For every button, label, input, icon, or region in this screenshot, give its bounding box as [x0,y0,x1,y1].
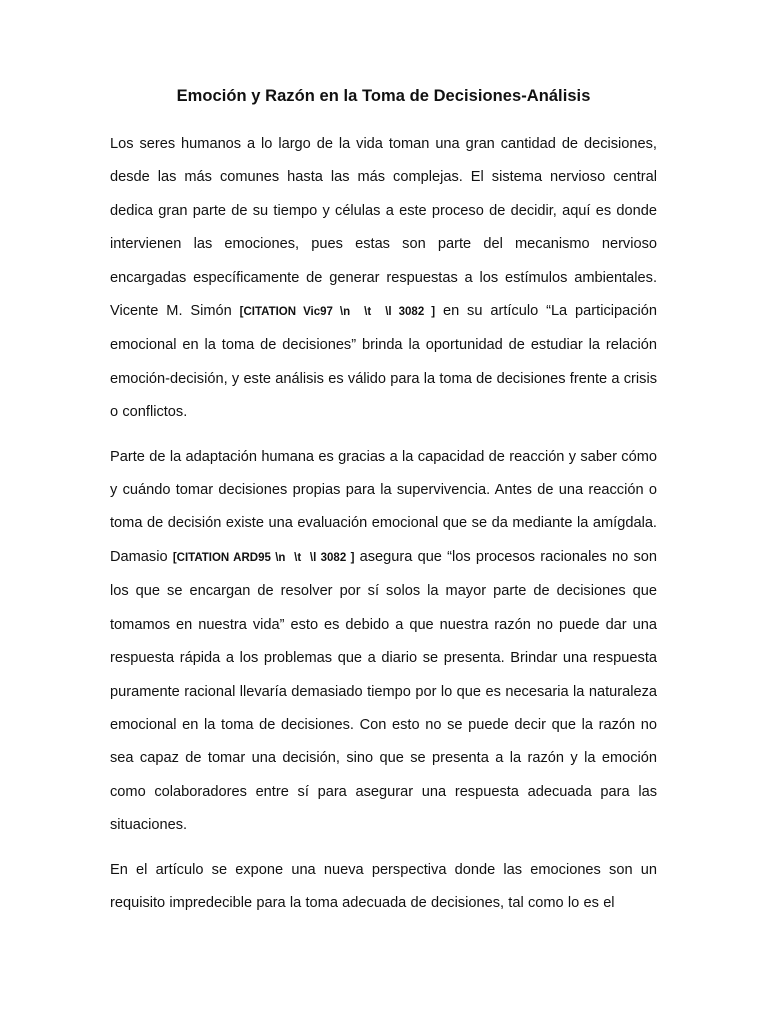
paragraph-1-text-after-citation: en su artículo “La participación emocional en la toma de decisiones” brinda la oportunidad de estudiar la relación emoción-decisión, y este análisis es válido para la toma de decisiones frente a crisis o conflictos. [110,303,657,421]
citation-field-vic97: [CITATION Vic97 \n \t \l 3082 ] [239,306,436,319]
paragraph-2 [110,441,657,843]
paragraph-1-text-before-citation: Los seres humanos a lo largo de la vida toman una gran cantidad de decisiones, desde las más comunes hasta las más complejas. El sistema nervioso central dedica gran parte de su tiempo y células a este proceso de decidir, aquí es donde intervienen las emociones, pues estas son parte del mecanismo nervioso encargadas específicamente de generar respuestas a los estímulos ambientales. Vicente M. Simón [110,136,657,320]
citation-field-ard95: [CITATION ARD95 \n \t \l 3082 ] [172,551,355,564]
paragraph-2-text-after-citation: asegura que “los procesos racionales no son los que se encargan de resolver por sí solos la mayor parte de decisiones que tomamos en nuestra vida” esto es debido a que nuestra razón no puede dar una respuesta rápida a los problemas que a diario se presenta. Brindar una respuesta puramente racional llevaría demasiado tiempo por lo que es necesaria la naturaleza emocional en la toma de decisiones. Con esto no se puede decir que la razón no sea capaz de tomar una decisión, sino que se presenta a la razón y la emoción como colaboradores entre sí para asegurar una respuesta adecuada para las situaciones. [110,548,658,834]
paragraph-1 [110,128,657,430]
document-title: Emoción y Razón en la Toma de Decisiones-Análisis [176,87,591,105]
paragraph-3: En el artículo se expone una nueva perspectiva donde las emociones son un requisito impredecible para la toma adecuada de decisiones, tal como lo es el [110,861,657,911]
paragraph-2-text-before-citation: Parte de la adaptación humana es gracias a la capacidad de reacción y saber cómo y cuándo tomar decisiones propias para la supervivencia. Antes de una reacción o toma de decisión existe una evaluación emocional que se da mediante la amígdala. Damasio [110,448,657,565]
document-page [110,84,657,931]
